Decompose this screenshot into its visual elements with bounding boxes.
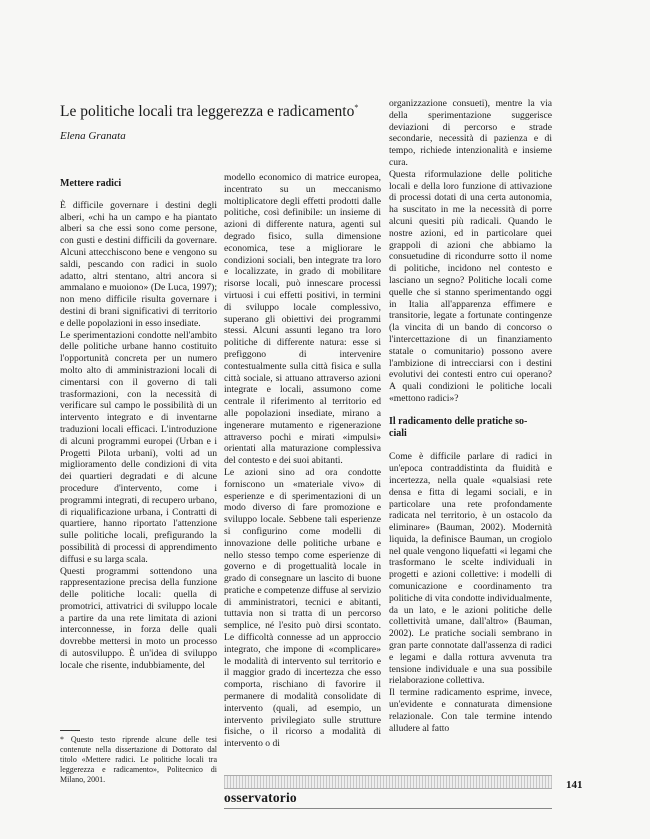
footer-band xyxy=(224,775,552,789)
footnote-rule xyxy=(60,730,80,731)
paragraph: È difficile governare i destini degli alberi, «chi ha un campo e ha piantato alberi sa che essi sono come persone, con gusti e destini difficili da governare. Alcuni attecchiscono bene e vengono su saldi, pescando con radici in suolo adatto, altri stentano, altri ancora si ammalano e muoiono» (De Luca, 1997); non meno difficile risulta governare i destini di brani significativi di territorio e delle popolazioni in esso insediate. xyxy=(60,199,217,329)
paragraph: Il termine radicamento esprime, invece, un'evidente e connaturata dimensione relazionale. Con tale termine intendo alludere al fatto xyxy=(389,687,552,734)
column-2 xyxy=(224,172,381,750)
paragraph: organizzazione consueti), mentre la via della sperimentazione suggerisce deviazioni di percorso e strade secondarie, necessità di pazienza e di tempo, richiede intenzionalità e insieme cura. xyxy=(389,98,552,168)
paragraph: Questa riformulazione delle politiche locali e della loro funzione di attivazione di processi dotati di una certa autonomia, ha suscitato in me la necessità di porre alcuni quesiti più radicali. Quando le nostre azioni, ed in particolare quei grappoli di azioni che abbiamo la consuetudine di ricondurre sotto il nome di politiche, incidono nel contesto e lasciano un segno? Politiche locali come quelle che si stanno sperimentando oggi in Italia all'apparenza effimere e transitorie, legate a fortunate contingenze (la vincita di un bando di concorso o l'intercettazione di un finanziamento statale o comunitario) possono avere l'ambizione di intrecciarsi con i destini evolutivi dei contesti entro cui operano? A quali condizioni le politiche locali «mettono radici»? xyxy=(389,168,552,404)
paragraph: modello economico di matrice europea, incentrato su un meccanismo moltiplicatore degli effetti prodotti dalle politiche, così definibile: un insieme di azioni di differente natura, agenti sul degrado fisico, sulla dimensione economica, tese a migliorare le condizioni sociali, ben integrate tra loro e localizzate, in grado di mobilitare risorse locali, può innescare processi virtuosi i cui effetti positivi, in termini di sviluppo locale complessivo, superano gli obiettivi dei programmi stessi. Alcuni assunti legano tra loro politiche di differente natura: esse si prefiggono di intervenire contestualmente sulla città fisica e sulla città sociale, si attuano attraverso azioni integrate e locali, assumono come centrale il riferimento al territorio ed alle popolazioni insediate, mirano a ingenerare mutamento e rigenerazione attraverso pochi e mirati «impulsi» orientati alla maturazione complessiva del contesto e dei suoi abitanti. xyxy=(224,172,381,467)
footnote-mark: * xyxy=(354,103,359,112)
paragraph: Le azioni sino ad ora condotte forniscono un «materiale vivo» di esperienze e di sperimentazioni di un modo diverso di fare promozione e sviluppo locale. Sebbene tali esperienze si configurino come modelli di innovazione delle politiche urbane e nello stesso tempo come esperienze di governo e di progettualità locale in grado di consegnare un lascito di buone pratiche e competenze diffuse al servizio di amministratori, tecnici e abitanti, tuttavia non si tratta di un percorso semplice, né l'esito può dirsi scontato. Le difficoltà connesse ad un approccio integrato, che impone di «complicare» le modalità di intervento sul territorio e il maggior grado di incertezza che esso comporta, rischiano di favorire il permanere di modalità consolidate di intervento (quali, ad esempio, un intervento privilegiato sulle strutture fisiche, o il ricorso a modalità di intervento o di xyxy=(224,466,381,750)
section-label: osservatorio xyxy=(224,790,297,805)
footnote: * Questo testo riprende alcune delle tesi contenute nella dissertazione di Dottorato dal titolo «Mettere radici. Le politiche locali tra leggerezza e radicamento», Politecnico di Milano, 2001. xyxy=(60,735,217,784)
paragraph: Come è difficile parlare di radici in un'epoca contraddistinta da fluidità e incertezza, nella quale «qualsiasi rete densa e fitta di legami sociali, e in particolare una rete profondamente radicata nel territorio, è un ostacolo da eliminare» (Bauman, 2002). Modernità liquida, la definisce Bauman, un crogiolo nel quale vengono liquefatti «i legami che trasformano le scelte individuali in progetti e azioni collettive: i modelli di comunicazione e coordinamento tra politiche di vita condotte individualmente, da un lato, e le azioni politiche delle collettività umane, dall'altro» (Bauman, 2002). Le pratiche sociali sembrano in gran parte connotate dall'assenza di radici e legami e dalla rottura avvenuta tra tensione individuale e una sua possibile rielaborazione collettiva. xyxy=(389,451,552,687)
section-heading-radicamento xyxy=(389,416,552,440)
page-number: 141 xyxy=(566,779,583,791)
article-title: Le politiche locali tra leggerezza e radicamento* xyxy=(60,103,359,121)
paragraph: Le sperimentazioni condotte nell'ambito delle politiche urbane hanno costituito l'opportunità concreta per un numero molto alto di amministrazioni locali di cimentarsi con il governo di tali trasformazioni, con la necessità di verificare sul campo le possibilità di un intervento integrato e di inventarne traduzioni locali efficaci. L'introduzione di alcuni programmi europei (Urban e i Progetti Pilota urbani), volti ad un miglioramento delle condizioni di vita dei quartieri degradati e di alcune procedure d'intervento, come i programmi integrati, di recupero urbano, di riqualificazione urbana, i Contratti di quartiere, hanno riportato l'attenzione sulle politiche locali, prefigurando la possibilità di processi di apprendimento diffusi e su larga scala. xyxy=(60,329,217,565)
paragraph: Questi programmi sottendono una rappresentazione precisa della funzione delle politiche locali: quella di promotrici, attivatrici di sviluppo locale a partire da una rete limitata di azioni interconnesse, in forza delle quali dovrebbe mettersi in moto un processo di autosviluppo. È un'idea di sviluppo locale che risente, indubbiamente, del xyxy=(60,565,217,671)
column-3 xyxy=(389,98,552,734)
section-heading-mettere-radici: Mettere radici xyxy=(60,178,122,189)
article-author: Elena Granata xyxy=(60,130,126,142)
section-heading-line: Il radicamento delle pratiche so- xyxy=(389,415,528,427)
section-heading-line: ciali xyxy=(389,427,407,439)
footer-rule xyxy=(224,808,552,809)
column-1 xyxy=(60,178,217,672)
